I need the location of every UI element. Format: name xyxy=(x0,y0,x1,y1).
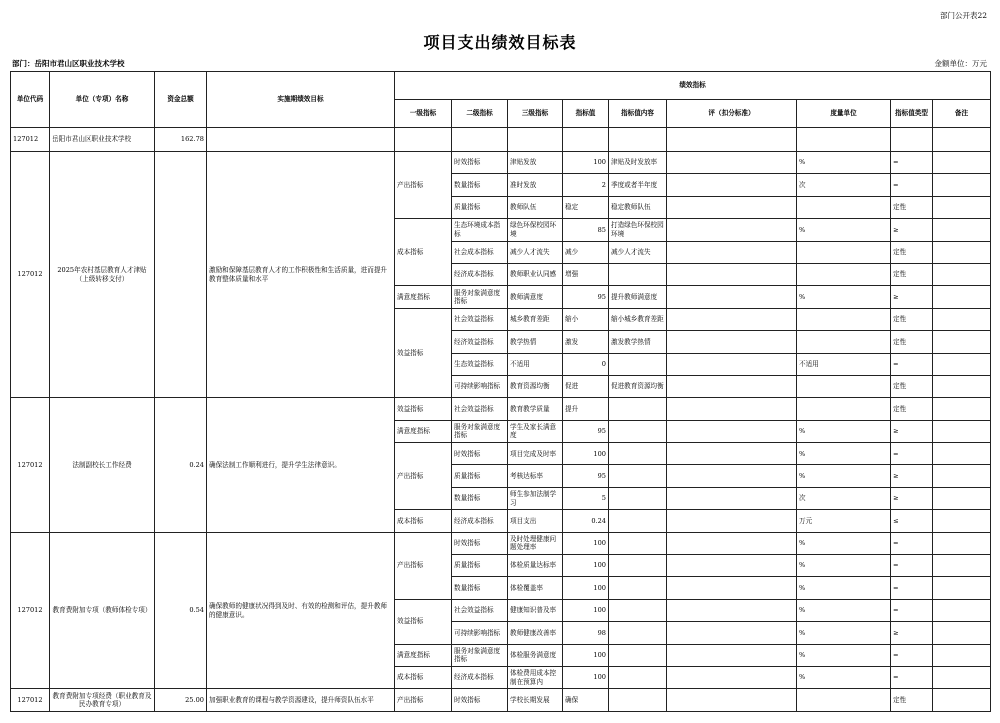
indicator-note xyxy=(933,666,991,688)
indicator-value-type: ≥ xyxy=(891,420,933,442)
indicator-value-type: = xyxy=(891,555,933,577)
indicator-value-type: = xyxy=(891,599,933,621)
indicator-note xyxy=(933,219,991,241)
project-goal: 加强职业教育的课程与教学资源建设，提升师资队伍水平 xyxy=(207,689,395,711)
indicator-value-type: ≥ xyxy=(891,286,933,308)
indicator-content: 稳定教师队伍 xyxy=(609,196,667,218)
indicator-level2: 服务对象满意度指标 xyxy=(452,420,508,442)
indicator-score xyxy=(667,420,797,442)
project-total: 0.54 xyxy=(155,532,207,689)
indicator-level2: 社会效益指标 xyxy=(452,398,508,420)
indicator-score xyxy=(667,263,797,285)
indicator-value: 减少 xyxy=(563,241,609,263)
indicator-level3: 学校长期发展 xyxy=(508,689,563,711)
indicator-note xyxy=(933,196,991,218)
indicator-note xyxy=(933,353,991,375)
indicator-value: 98 xyxy=(563,622,609,644)
indicator-measure xyxy=(797,196,891,218)
indicator-level2: 生态效益指标 xyxy=(452,353,508,375)
indicator-value: 95 xyxy=(563,465,609,487)
indicator-content xyxy=(609,666,667,688)
table-row xyxy=(11,398,991,420)
indicator-measure: % xyxy=(797,577,891,599)
indicator-level3: 教育教学质量 xyxy=(508,398,563,420)
indicator-level2: 时效指标 xyxy=(452,689,508,711)
indicator-score xyxy=(667,174,797,196)
indicator-measure: % xyxy=(797,555,891,577)
indicator-value: 确保 xyxy=(563,689,609,711)
indicator-content: 津贴及时发放率 xyxy=(609,152,667,174)
indicator-score xyxy=(667,599,797,621)
indicator-value-type: 定性 xyxy=(891,375,933,397)
project-name: 教育费附加专项（教师体检专项） xyxy=(50,532,155,689)
indicator-content xyxy=(609,398,667,420)
indicator-value-type: = xyxy=(891,666,933,688)
indicator-note xyxy=(933,420,991,442)
indicator-value-type: ≤ xyxy=(891,510,933,532)
indicator-level1: 成本指标 xyxy=(395,219,452,286)
indicator-level2: 数量指标 xyxy=(452,174,508,196)
project-total: 0.24 xyxy=(155,398,207,532)
indicator-value: 100 xyxy=(563,577,609,599)
indicator-value-type: 定性 xyxy=(891,308,933,330)
indicator-measure: 万元 xyxy=(797,510,891,532)
indicator-content: 季度或者半年度 xyxy=(609,174,667,196)
indicator-score xyxy=(667,577,797,599)
header-measure: 度量单位 xyxy=(797,100,891,128)
indicator-measure xyxy=(797,263,891,285)
indicator-value-type: ≥ xyxy=(891,622,933,644)
indicator-level3: 项目支出 xyxy=(508,510,563,532)
indicator-level2: 数量指标 xyxy=(452,487,508,509)
indicator-score xyxy=(667,622,797,644)
indicator-content xyxy=(609,555,667,577)
indicator-measure xyxy=(797,689,891,711)
indicator-value: 0 xyxy=(563,353,609,375)
indicator-score xyxy=(667,644,797,666)
indicator-score xyxy=(667,465,797,487)
performance-target-table xyxy=(10,71,991,712)
indicator-measure: % xyxy=(797,286,891,308)
indicator-value: 100 xyxy=(563,599,609,621)
indicator-score xyxy=(667,532,797,554)
indicator-note xyxy=(933,644,991,666)
indicator-level3: 考核达标率 xyxy=(508,465,563,487)
indicator-measure: % xyxy=(797,465,891,487)
project-goal: 确保教师的健康状况得到及时、有效的检测和评估，提升教师的健康意识。 xyxy=(207,532,395,689)
indicator-level3: 教师队伍 xyxy=(508,196,563,218)
indicator-level2: 时效指标 xyxy=(452,443,508,465)
indicator-level3: 师生参加法制学习 xyxy=(508,487,563,509)
indicator-value: 5 xyxy=(563,487,609,509)
page-title: 项目支出绩效目标表 xyxy=(423,33,577,52)
indicator-value: 激发 xyxy=(563,331,609,353)
indicator-value: 100 xyxy=(563,666,609,688)
indicator-content xyxy=(609,510,667,532)
indicator-level2: 经济成本指标 xyxy=(452,263,508,285)
indicator-content: 打造绿色环保校园环境 xyxy=(609,219,667,241)
indicator-note xyxy=(933,152,991,174)
header-l1: 一级指标 xyxy=(395,100,452,128)
indicator-note xyxy=(933,487,991,509)
indicator-level1: 效益指标 xyxy=(395,398,452,420)
indicator-measure: % xyxy=(797,219,891,241)
indicator-level3: 不适用 xyxy=(508,353,563,375)
indicator-value-type: ≥ xyxy=(891,465,933,487)
indicator-note xyxy=(933,465,991,487)
indicator-content xyxy=(609,487,667,509)
indicator-score xyxy=(667,398,797,420)
indicator-content xyxy=(609,353,667,375)
indicator-level2: 服务对象满意度指标 xyxy=(452,644,508,666)
indicator-level3: 体检服务满意度 xyxy=(508,644,563,666)
project-name: 法制副校长工作经费 xyxy=(50,398,155,532)
indicator-note xyxy=(933,689,991,711)
indicator-score xyxy=(667,510,797,532)
indicator-score xyxy=(667,689,797,711)
header-goal: 实施期绩效目标 xyxy=(207,72,395,128)
indicator-level3: 教师满意度 xyxy=(508,286,563,308)
indicator-score xyxy=(667,241,797,263)
header-l2: 二级指标 xyxy=(452,100,508,128)
indicator-level1: 成本指标 xyxy=(395,666,452,688)
indicator-level2: 质量指标 xyxy=(452,465,508,487)
summary-total: 162.78 xyxy=(155,128,207,152)
indicator-note xyxy=(933,532,991,554)
indicator-content xyxy=(609,644,667,666)
indicator-level3: 城乡教育差距 xyxy=(508,308,563,330)
indicator-content xyxy=(609,263,667,285)
indicator-measure: 不适用 xyxy=(797,353,891,375)
header-note: 备注 xyxy=(933,100,991,128)
indicator-note xyxy=(933,375,991,397)
indicator-measure: % xyxy=(797,152,891,174)
indicator-measure: % xyxy=(797,622,891,644)
indicator-level2: 经济成本指标 xyxy=(452,666,508,688)
indicator-level2: 质量指标 xyxy=(452,196,508,218)
indicator-content xyxy=(609,577,667,599)
indicator-score xyxy=(667,331,797,353)
indicator-measure: 次 xyxy=(797,174,891,196)
indicator-content xyxy=(609,689,667,711)
indicator-value-type: 定性 xyxy=(891,689,933,711)
indicator-content: 激发教学热情 xyxy=(609,331,667,353)
indicator-score xyxy=(667,375,797,397)
indicator-level2: 生态环境成本指标 xyxy=(452,219,508,241)
indicator-level2: 服务对象满意度指标 xyxy=(452,286,508,308)
indicator-score xyxy=(667,286,797,308)
indicator-level1: 成本指标 xyxy=(395,510,452,532)
indicator-score xyxy=(667,487,797,509)
header-name: 单位（专项）名称 xyxy=(50,72,155,128)
indicator-level1: 产出指标 xyxy=(395,152,452,219)
indicator-level2: 数量指标 xyxy=(452,577,508,599)
indicator-level1: 产出指标 xyxy=(395,689,452,711)
indicator-note xyxy=(933,286,991,308)
indicator-value-type: = xyxy=(891,443,933,465)
department-label: 部门：岳阳市君山区职业技术学校 xyxy=(12,59,125,68)
header-content: 指标值内容 xyxy=(609,100,667,128)
indicator-value-type: = xyxy=(891,152,933,174)
indicator-measure: % xyxy=(797,532,891,554)
indicator-note xyxy=(933,331,991,353)
indicator-value-type: 定性 xyxy=(891,241,933,263)
indicator-level3: 体检费用成本控制在预算内 xyxy=(508,666,563,688)
indicator-value-type: ≥ xyxy=(891,219,933,241)
indicator-level2: 经济成本指标 xyxy=(452,510,508,532)
indicator-value: 100 xyxy=(563,644,609,666)
indicator-note xyxy=(933,599,991,621)
indicator-score xyxy=(667,353,797,375)
page-number: 部门公开表22 xyxy=(939,11,987,20)
summary-row xyxy=(11,128,991,152)
indicator-value: 增强 xyxy=(563,263,609,285)
indicator-level3: 教师健康改善率 xyxy=(508,622,563,644)
indicator-measure: % xyxy=(797,599,891,621)
indicator-note xyxy=(933,577,991,599)
indicator-measure xyxy=(797,308,891,330)
indicator-content xyxy=(609,420,667,442)
indicator-measure: % xyxy=(797,644,891,666)
indicator-value: 稳定 xyxy=(563,196,609,218)
indicator-score xyxy=(667,666,797,688)
indicator-value: 95 xyxy=(563,420,609,442)
indicator-value-type: = xyxy=(891,532,933,554)
header-l3: 三级指标 xyxy=(508,100,563,128)
indicator-level2: 社会效益指标 xyxy=(452,599,508,621)
indicator-level3: 体检覆盖率 xyxy=(508,577,563,599)
indicator-level1: 产出指标 xyxy=(395,443,452,510)
project-goal: 激励和保障基层教育人才的工作积极性和生活质量，进而提升教育整体质量和水平 xyxy=(207,152,395,398)
summary-name: 岳阳市君山区职业技术学校 xyxy=(50,128,155,152)
project-code: 127012 xyxy=(11,689,50,711)
indicator-note xyxy=(933,308,991,330)
indicator-value: 100 xyxy=(563,532,609,554)
indicator-value-type: = xyxy=(891,644,933,666)
header-code: 单位代码 xyxy=(11,72,50,128)
indicator-content xyxy=(609,443,667,465)
header-vtype: 指标值类型 xyxy=(891,100,933,128)
indicator-measure xyxy=(797,375,891,397)
indicator-value: 提升 xyxy=(563,398,609,420)
table-row xyxy=(11,689,991,711)
indicator-level3: 教师职业认同感 xyxy=(508,263,563,285)
indicator-score xyxy=(667,308,797,330)
indicator-content xyxy=(609,532,667,554)
indicator-note xyxy=(933,622,991,644)
indicator-level1: 满意度指标 xyxy=(395,286,452,308)
indicator-value: 95 xyxy=(563,286,609,308)
indicator-value-type: = xyxy=(891,174,933,196)
indicator-content xyxy=(609,622,667,644)
indicator-level2: 社会效益指标 xyxy=(452,308,508,330)
indicator-content: 缩小城乡教育差距 xyxy=(609,308,667,330)
indicator-level2: 社会成本指标 xyxy=(452,241,508,263)
indicator-note xyxy=(933,241,991,263)
indicator-value: 100 xyxy=(563,443,609,465)
indicator-value-type: 定性 xyxy=(891,196,933,218)
project-total: 25.00 xyxy=(155,689,207,711)
indicator-level2: 可持续影响指标 xyxy=(452,622,508,644)
indicator-level1: 效益指标 xyxy=(395,599,452,644)
indicator-value-type: 定性 xyxy=(891,331,933,353)
indicator-value: 85 xyxy=(563,219,609,241)
header-val: 指标值 xyxy=(563,100,609,128)
indicator-value: 促进 xyxy=(563,375,609,397)
indicator-content: 促进教育资源均衡 xyxy=(609,375,667,397)
indicator-value-type: ≥ xyxy=(891,487,933,509)
indicator-measure: % xyxy=(797,420,891,442)
header-perf: 绩效指标 xyxy=(395,72,991,100)
indicator-value: 100 xyxy=(563,555,609,577)
project-code: 127012 xyxy=(11,398,50,532)
indicator-content: 提升教师满意度 xyxy=(609,286,667,308)
indicator-level2: 时效指标 xyxy=(452,152,508,174)
indicator-level3: 项目完成及时率 xyxy=(508,443,563,465)
indicator-value-type: = xyxy=(891,577,933,599)
indicator-score xyxy=(667,555,797,577)
table-row xyxy=(11,152,991,174)
summary-code: 127012 xyxy=(11,128,50,152)
indicator-value: 2 xyxy=(563,174,609,196)
indicator-level3: 学生及家长满意度 xyxy=(508,420,563,442)
indicator-note xyxy=(933,510,991,532)
indicator-content xyxy=(609,465,667,487)
indicator-level3: 体检质量达标率 xyxy=(508,555,563,577)
indicator-value-type: = xyxy=(891,353,933,375)
project-goal: 确保法制工作顺利进行，提升学生法律意识。 xyxy=(207,398,395,532)
indicator-level2: 时效指标 xyxy=(452,532,508,554)
amount-unit-label: 金额单位：万元 xyxy=(934,59,987,68)
indicator-measure xyxy=(797,331,891,353)
header-score: 评（扣分标准） xyxy=(667,100,797,128)
project-name: 教育费附加专项经费（职业教育及民办教育专项） xyxy=(50,689,155,711)
indicator-note xyxy=(933,263,991,285)
indicator-score xyxy=(667,152,797,174)
indicator-note xyxy=(933,555,991,577)
indicator-level1: 满意度指标 xyxy=(395,644,452,666)
indicator-measure: 次 xyxy=(797,487,891,509)
project-name: 2025年农村基层教育人才津贴（上级转移支付） xyxy=(50,152,155,398)
indicator-level2: 可持续影响指标 xyxy=(452,375,508,397)
indicator-level1: 效益指标 xyxy=(395,308,452,398)
indicator-level2: 质量指标 xyxy=(452,555,508,577)
indicator-level3: 教育资源均衡 xyxy=(508,375,563,397)
indicator-level3: 准时发放 xyxy=(508,174,563,196)
indicator-value: 100 xyxy=(563,152,609,174)
table-row xyxy=(11,532,991,554)
indicator-level3: 绿色环保校园环境 xyxy=(508,219,563,241)
indicator-value: 0.24 xyxy=(563,510,609,532)
indicator-level3: 津贴发放 xyxy=(508,152,563,174)
indicator-measure: % xyxy=(797,666,891,688)
indicator-measure: % xyxy=(797,443,891,465)
indicator-score xyxy=(667,196,797,218)
indicator-score xyxy=(667,443,797,465)
indicator-value-type: 定性 xyxy=(891,398,933,420)
indicator-value-type: 定性 xyxy=(891,263,933,285)
indicator-level3: 教学热情 xyxy=(508,331,563,353)
indicator-level1: 满意度指标 xyxy=(395,420,452,442)
indicator-content xyxy=(609,599,667,621)
indicator-measure xyxy=(797,398,891,420)
indicator-measure xyxy=(797,241,891,263)
indicator-note xyxy=(933,174,991,196)
project-code: 127012 xyxy=(11,532,50,689)
indicator-level3: 及时处理健康问题处理率 xyxy=(508,532,563,554)
indicator-level2: 经济效益指标 xyxy=(452,331,508,353)
indicator-score xyxy=(667,219,797,241)
indicator-value: 缩小 xyxy=(563,308,609,330)
indicator-level1: 产出指标 xyxy=(395,532,452,599)
indicator-note xyxy=(933,443,991,465)
indicator-note xyxy=(933,398,991,420)
project-code: 127012 xyxy=(11,152,50,398)
project-total xyxy=(155,152,207,398)
header-total: 资金总额 xyxy=(155,72,207,128)
indicator-level3: 健康知识普及率 xyxy=(508,599,563,621)
indicator-content: 减少人才流失 xyxy=(609,241,667,263)
indicator-level3: 减少人才流失 xyxy=(508,241,563,263)
